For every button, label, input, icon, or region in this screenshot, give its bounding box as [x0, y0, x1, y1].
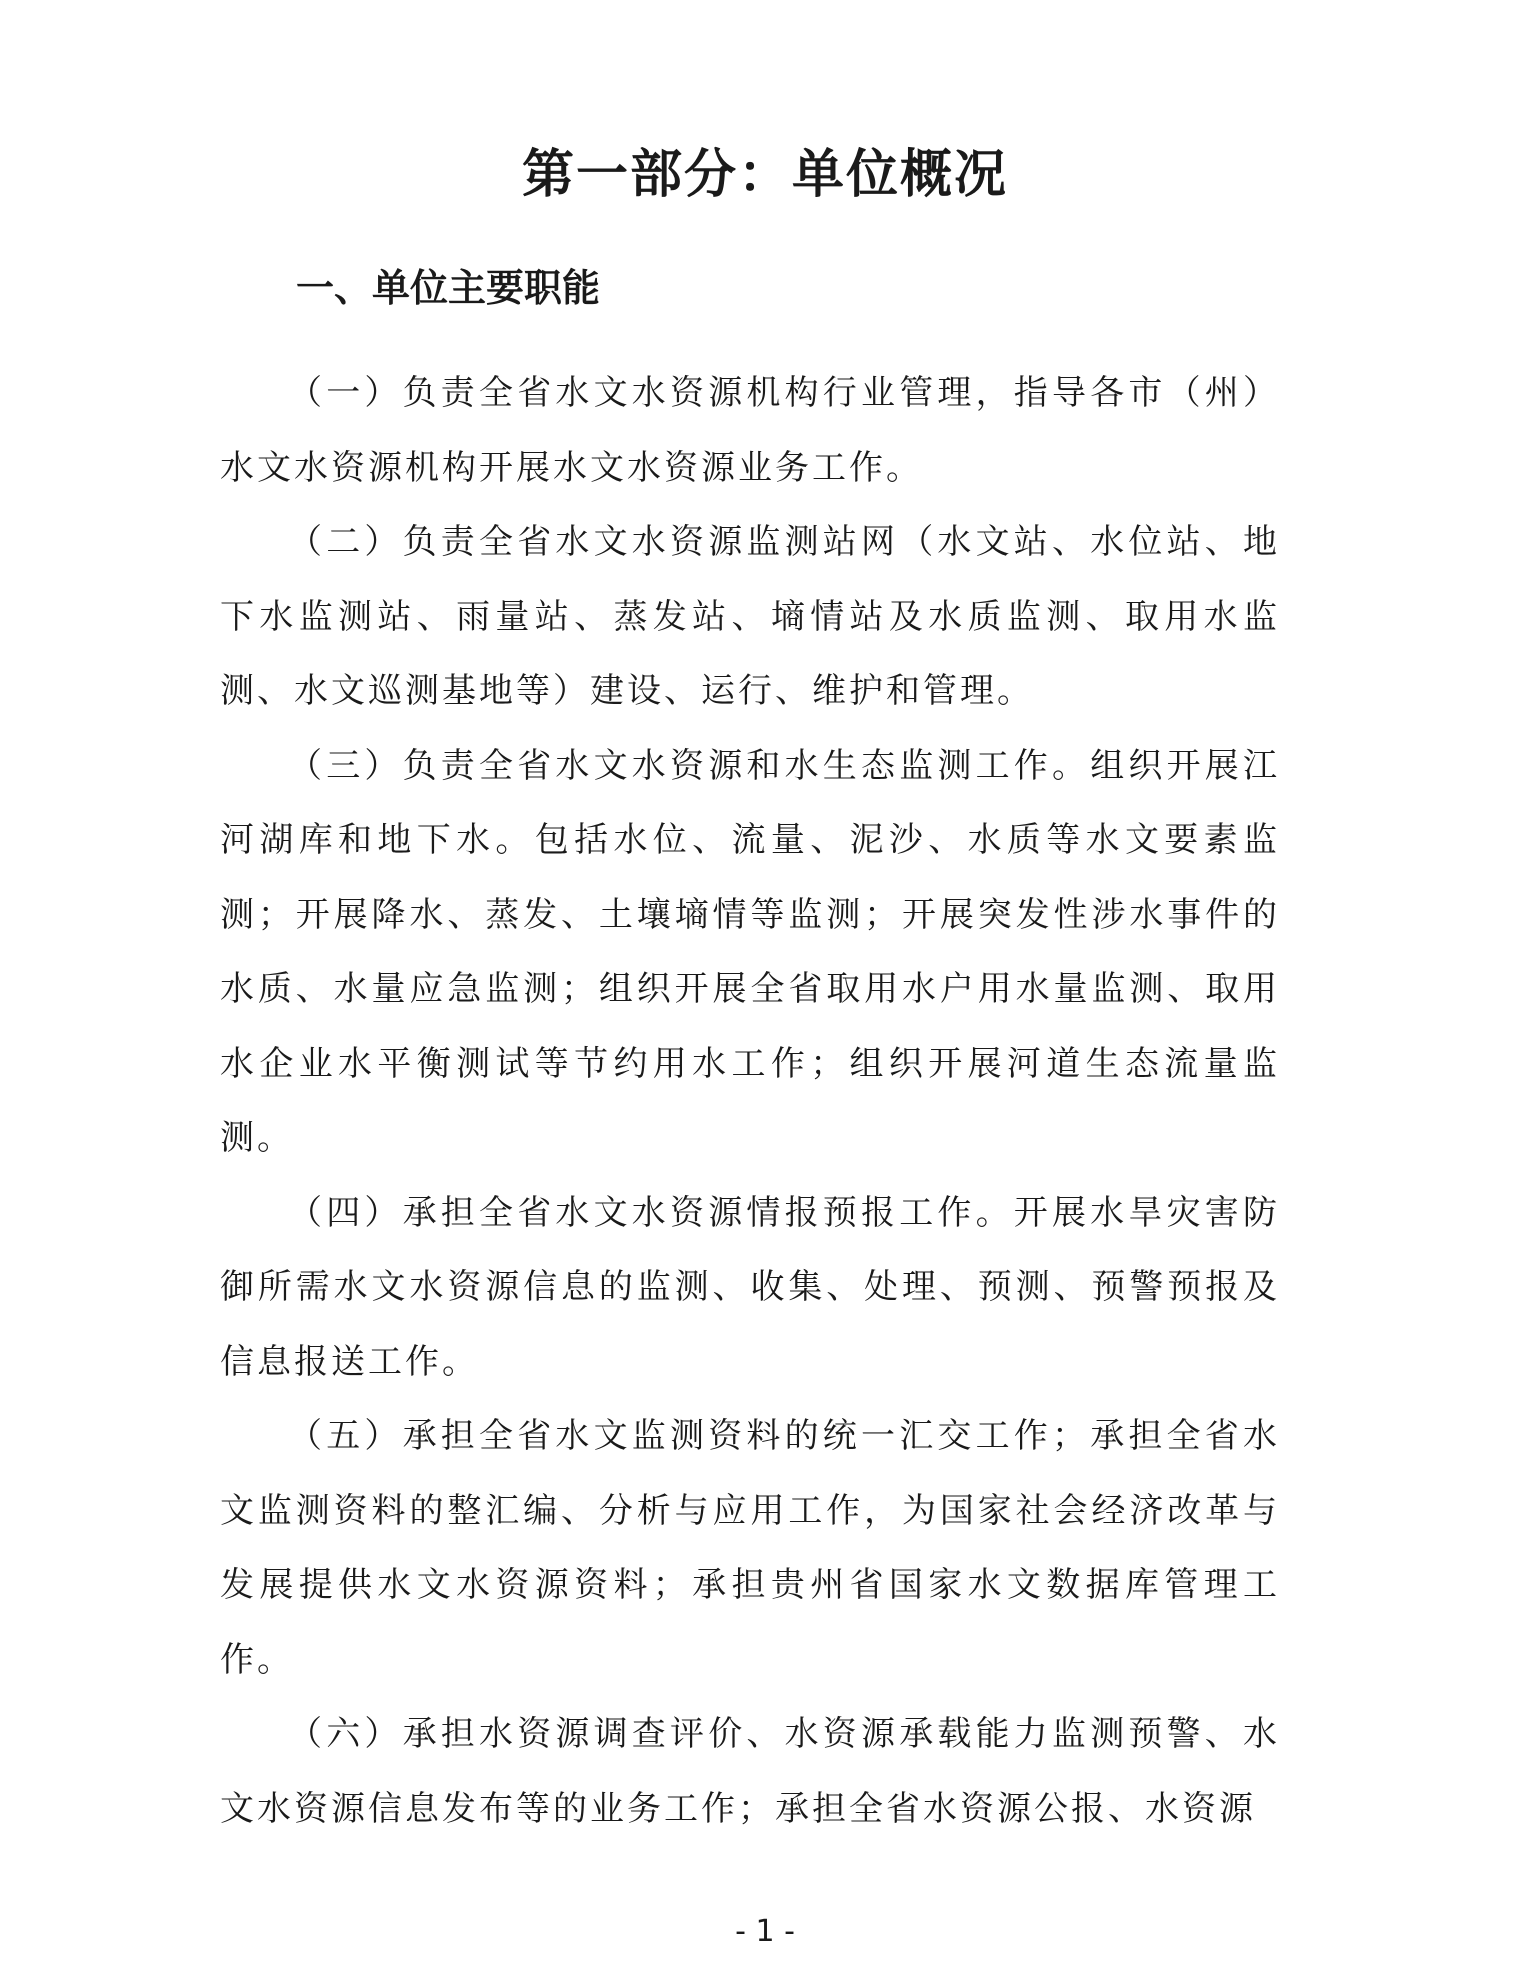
- paragraph-4: （四）承担全省水文水资源情报预报工作。开展水旱灾害防御所需水文水资源信息的监测、收集、处理、预测、预警预报及信息报送工作。: [220, 1192, 1280, 1382]
- paragraph-5: （五）承担全省水文监测资料的统一汇交工作；承担全省水文监测资料的整汇编、分析与应用工作，为国家社会经济改革与发展提供水文水资源资料；承担贵州省国家水文数据库管理工作。: [220, 1416, 1280, 1680]
- paragraph-6: （六）承担水资源调查评价、水资源承载能力监测预警、水文水资源信息发布等的业务工作；承担全省水资源公报、水资源: [220, 1714, 1280, 1829]
- document-body: [220, 356, 1280, 1846]
- paragraph-2: （二）负责全省水文水资源监测站网（水文站、水位站、地下水监测站、雨量站、蒸发站、墒情站及水质监测、取用水监测、水文巡测基地等）建设、运行、维护和管理。: [220, 522, 1280, 711]
- section-heading: 一、单位主要职能: [296, 266, 601, 310]
- page-number: - 1 -: [735, 1914, 795, 1949]
- page-title: 第一部分：单位概况: [521, 145, 1008, 205]
- paragraph-3: （三）负责全省水文水资源和水生态监测工作。组织开展江河湖库和地下水。包括水位、流量、泥沙、水质等水文要素监测；开展降水、蒸发、土壤墒情等监测；开展突发性涉水事件的水质、水量应急监测；组织开展全省取用水户用水量监测、取用水企业水平衡测试等节约用水工作；组织开展河道生态流量监测。: [220, 745, 1280, 1158]
- paragraph-1: （一）负责全省水文水资源机构行业管理，指导各市（州）水文水资源机构开展水文水资源业务工作。: [220, 373, 1280, 488]
